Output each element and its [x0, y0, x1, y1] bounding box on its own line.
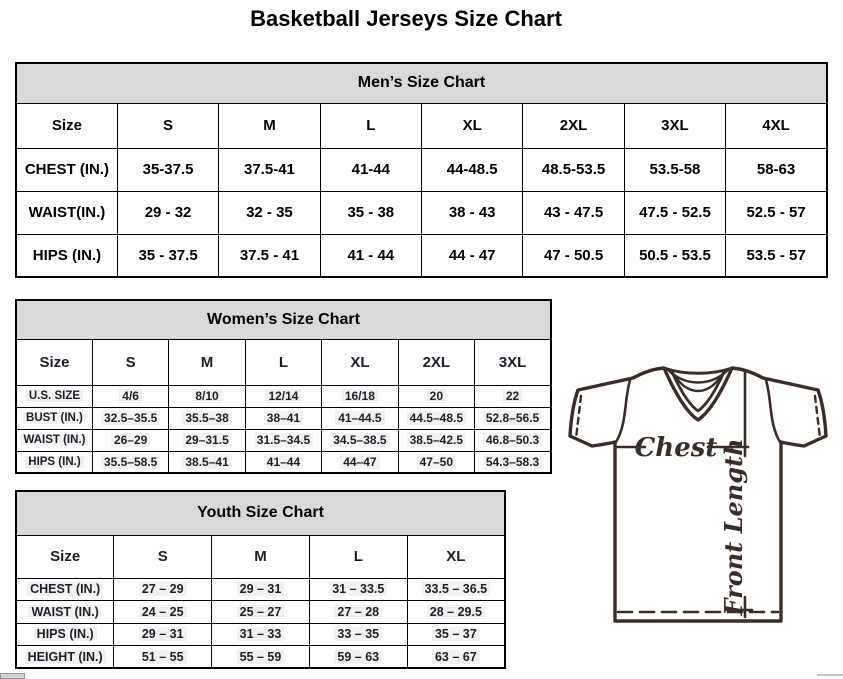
- cell: 37.5 - 41: [219, 234, 320, 277]
- cell: 35.5–58.5: [92, 451, 168, 473]
- cell: 44 - 47: [422, 234, 523, 277]
- cell: 38.5–41: [169, 451, 245, 473]
- cell: 38–41: [245, 407, 321, 429]
- table-row-chest-in: [16, 578, 505, 601]
- column-header-l: L: [320, 103, 421, 148]
- jersey-outline-icon: [548, 356, 838, 634]
- table-row-bust-in: [16, 407, 551, 429]
- cell: 47.5 - 52.5: [624, 191, 725, 234]
- cell: 47–50: [398, 451, 474, 473]
- cell: 26–29: [92, 429, 168, 451]
- table-row-chest-in: [16, 148, 827, 191]
- column-header-m: M: [169, 339, 245, 385]
- cell: 51 – 55: [114, 646, 212, 669]
- row-label: HIPS (IN.): [16, 234, 117, 277]
- cell: 31 – 33.5: [309, 578, 407, 601]
- table-title: Women’s Size Chart: [16, 300, 551, 339]
- row-label: BUST (IN.): [16, 407, 92, 429]
- cell: 41-44: [320, 148, 421, 191]
- row-label: WAIST (IN.): [16, 429, 92, 451]
- cell: 24 – 25: [114, 601, 212, 624]
- jersey-measurement-diagram: [548, 356, 838, 634]
- cell: 12/14: [245, 385, 321, 407]
- row-label: WAIST(IN.): [16, 191, 117, 234]
- table-row-hips-in: [16, 623, 505, 646]
- table-title-row: [16, 491, 505, 535]
- cell: 32 - 35: [219, 191, 320, 234]
- cell: 53.5 - 57: [726, 234, 827, 277]
- row-label: U.S. SIZE: [16, 385, 92, 407]
- cell: 55 – 59: [212, 646, 310, 669]
- cell: 58-63: [726, 148, 827, 191]
- cell: 44-48.5: [422, 148, 523, 191]
- column-header-2xl: 2XL: [523, 103, 624, 148]
- cell: 59 – 63: [309, 646, 407, 669]
- chest-label: Chest: [634, 433, 718, 463]
- column-header-s: S: [117, 103, 218, 148]
- cell: 44.5–48.5: [398, 407, 474, 429]
- table-title-row: [16, 63, 827, 103]
- cell: 38 - 43: [422, 191, 523, 234]
- row-label: HEIGHT (IN.): [16, 646, 114, 669]
- column-header-s: S: [114, 535, 212, 578]
- column-header-s: S: [92, 339, 168, 385]
- column-header-3xl: 3XL: [475, 339, 551, 385]
- column-header-size: Size: [16, 339, 92, 385]
- cell: 35 - 37.5: [117, 234, 218, 277]
- cell: 38.5–42.5: [398, 429, 474, 451]
- cell: 20: [398, 385, 474, 407]
- column-header-3xl: 3XL: [624, 103, 725, 148]
- mens-size-chart-table: [15, 62, 828, 278]
- column-header-2xl: 2XL: [398, 339, 474, 385]
- cell: 4/6: [92, 385, 168, 407]
- cell: 43 - 47.5: [523, 191, 624, 234]
- row-label: HIPS (IN.): [16, 451, 92, 473]
- cell: 8/10: [169, 385, 245, 407]
- cell: 31.5–34.5: [245, 429, 321, 451]
- column-header-l: L: [309, 535, 407, 578]
- cell: 63 – 67: [407, 646, 505, 669]
- horizontal-scrollbar[interactable]: [0, 672, 843, 679]
- cell: 25 – 27: [212, 601, 310, 624]
- table-title: Men’s Size Chart: [16, 63, 827, 103]
- table-row-height-in: [16, 646, 505, 669]
- row-label: WAIST (IN.): [16, 601, 114, 624]
- cell: 37.5-41: [219, 148, 320, 191]
- table-row-waist-in: [16, 191, 827, 234]
- cell: 41–44.5: [322, 407, 398, 429]
- cell: 28 – 29.5: [407, 601, 505, 624]
- table-row-waist-in: [16, 601, 505, 624]
- youth-size-chart-table: [15, 490, 506, 669]
- cell: 33.5 – 36.5: [407, 578, 505, 601]
- row-label: HIPS (IN.): [16, 623, 114, 646]
- cell: 52.5 - 57: [726, 191, 827, 234]
- cell: 52.8–56.5: [475, 407, 551, 429]
- cell: 35.5–38: [169, 407, 245, 429]
- table-row-hips-in: [16, 234, 827, 277]
- cell: 34.5–38.5: [322, 429, 398, 451]
- row-label: CHEST (IN.): [16, 578, 114, 601]
- column-header-row: [16, 339, 551, 385]
- cell: 29 – 31: [114, 623, 212, 646]
- cell: 44–47: [322, 451, 398, 473]
- table-title-row: [16, 300, 551, 339]
- cell: 16/18: [322, 385, 398, 407]
- cell: 41 - 44: [320, 234, 421, 277]
- column-header-size: Size: [16, 103, 117, 148]
- cell: 33 – 35: [309, 623, 407, 646]
- column-header-4xl: 4XL: [726, 103, 827, 148]
- table-row-hips-in: [16, 451, 551, 473]
- cell: 22: [475, 385, 551, 407]
- horizontal-scrollbar-thumb[interactable]: [0, 673, 25, 679]
- cell: 47 - 50.5: [523, 234, 624, 277]
- cell: 32.5–35.5: [92, 407, 168, 429]
- column-header-row: [16, 103, 827, 148]
- cell: 54.3–58.3: [475, 451, 551, 473]
- row-label: CHEST (IN.): [16, 148, 117, 191]
- table-row-waist-in: [16, 429, 551, 451]
- column-header-row: [16, 535, 505, 578]
- cell: 46.8–50.3: [475, 429, 551, 451]
- cell: 41–44: [245, 451, 321, 473]
- column-header-xl: XL: [407, 535, 505, 578]
- cell: 35 - 38: [320, 191, 421, 234]
- cell: 50.5 - 53.5: [624, 234, 725, 277]
- cell: 27 – 28: [309, 601, 407, 624]
- womens-size-chart-table: [15, 299, 552, 474]
- cell: 29 – 31: [212, 578, 310, 601]
- cell: 29 - 32: [117, 191, 218, 234]
- page-title: Basketball Jerseys Size Chart: [250, 6, 562, 31]
- column-header-l: L: [245, 339, 321, 385]
- table-title: Youth Size Chart: [16, 491, 505, 535]
- front-length-label: Front Length: [719, 438, 748, 616]
- cell: 29–31.5: [169, 429, 245, 451]
- cell: 53.5-58: [624, 148, 725, 191]
- column-header-xl: XL: [322, 339, 398, 385]
- cell: 35-37.5: [117, 148, 218, 191]
- column-header-m: M: [219, 103, 320, 148]
- cell: 27 – 29: [114, 578, 212, 601]
- column-header-size: Size: [16, 535, 114, 578]
- table-row-u-s-size: [16, 385, 551, 407]
- cell: 35 – 37: [407, 623, 505, 646]
- column-header-m: M: [212, 535, 310, 578]
- cell: 31 – 33: [212, 623, 310, 646]
- cell: 48.5-53.5: [523, 148, 624, 191]
- column-header-xl: XL: [422, 103, 523, 148]
- horizontal-scrollbar-right-cap: [817, 674, 843, 676]
